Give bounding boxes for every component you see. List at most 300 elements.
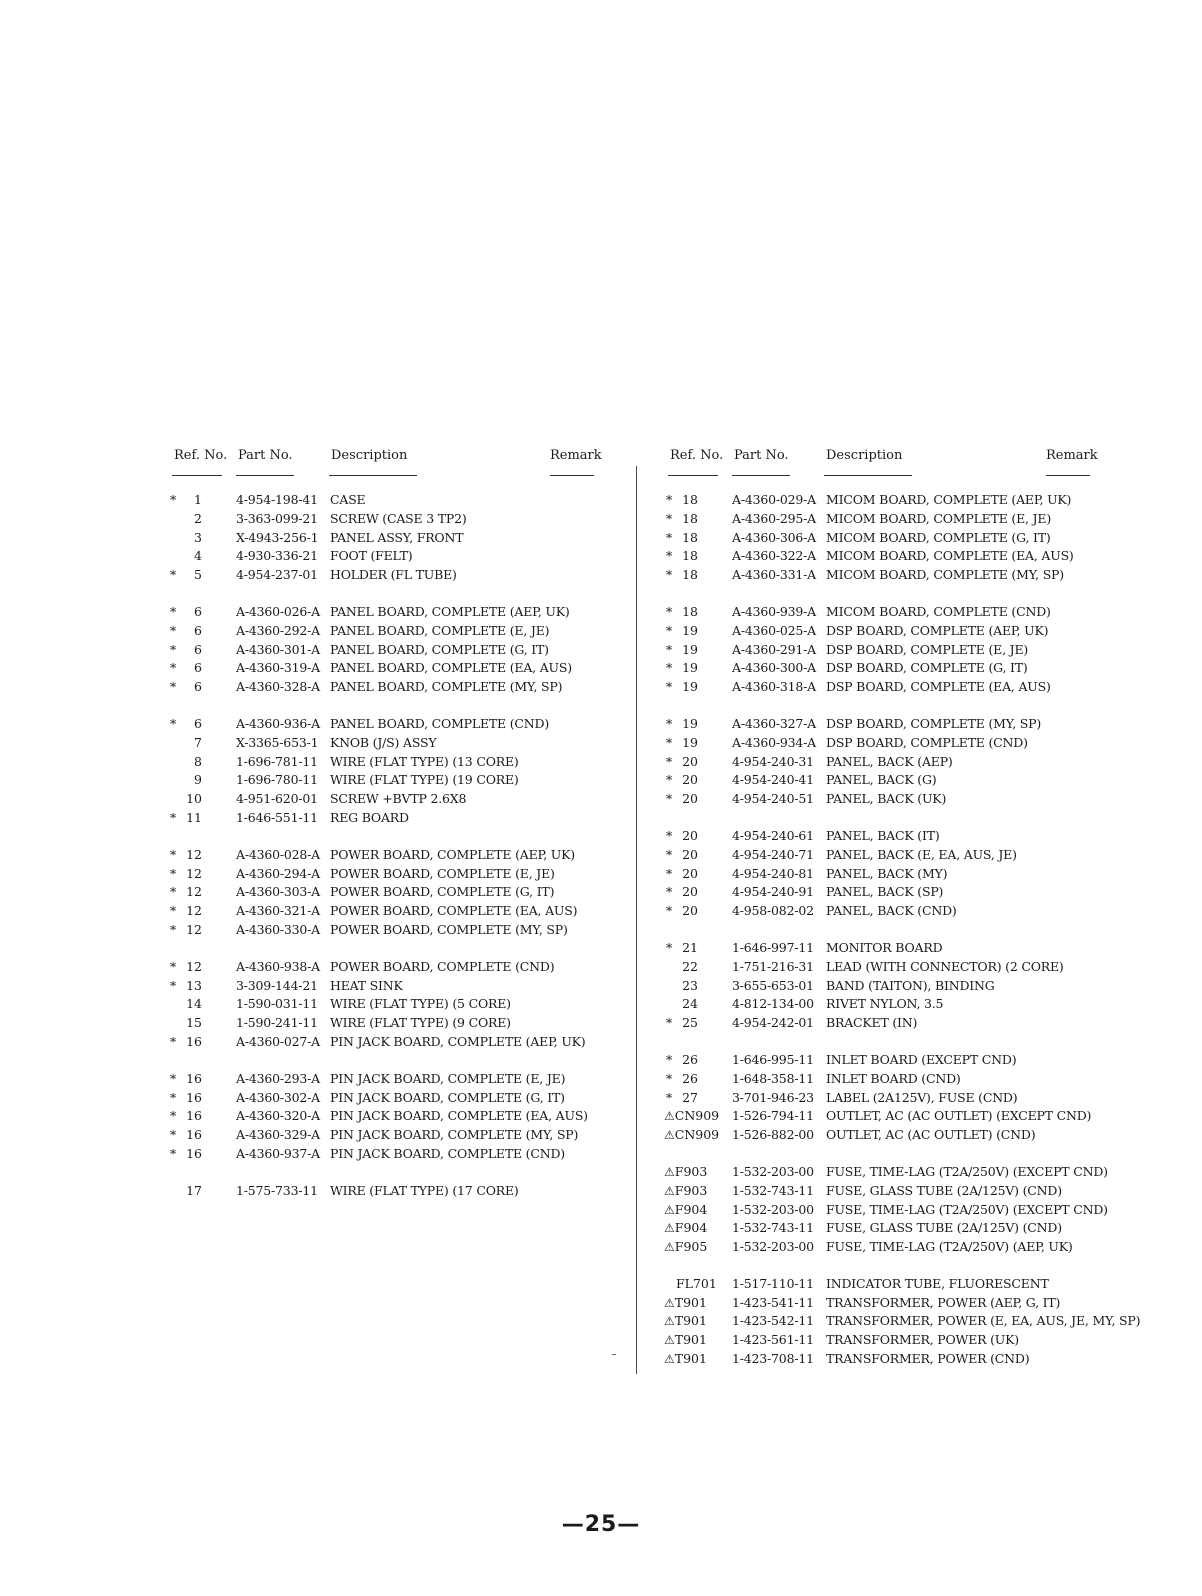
part-description: PIN JACK BOARD, COMPLETE (EA, AUS) xyxy=(330,1108,588,1124)
part-no: 1-423-541-11 xyxy=(732,1294,814,1310)
part-description: PANEL BOARD, COMPLETE (E, JE) xyxy=(330,622,550,638)
part-description: RIVET NYLON, 3.5 xyxy=(826,996,944,1012)
ref-no-cell xyxy=(664,1294,707,1312)
safety-warning-icon: ⚠ xyxy=(664,1183,675,1198)
ref-no: 23 xyxy=(682,977,698,993)
part-no: A-4360-295-A xyxy=(732,510,816,526)
ref-no-cell xyxy=(664,1219,707,1237)
parts-row xyxy=(666,566,1092,585)
part-no: A-4360-025-A xyxy=(732,622,816,638)
part-description: PANEL, BACK (SP) xyxy=(826,884,944,900)
part-description: LEAD (WITH CONNECTOR) (2 CORE) xyxy=(826,958,1064,974)
header-description: Description xyxy=(826,448,903,463)
new-part-marker: * xyxy=(666,660,673,676)
part-no: A-4360-319-A xyxy=(236,660,320,676)
part-description: POWER BOARD, COMPLETE (CND) xyxy=(330,958,555,974)
part-no: A-4360-291-A xyxy=(732,641,816,657)
part-no: 4-930-336-21 xyxy=(236,548,318,564)
part-no: A-4360-937-A xyxy=(236,1145,320,1161)
new-part-marker: * xyxy=(666,1070,673,1086)
part-no: 4-954-237-01 xyxy=(236,567,318,583)
parts-row xyxy=(666,1014,1092,1033)
parts-row xyxy=(170,622,596,641)
part-description: WIRE (FLAT TYPE) (9 CORE) xyxy=(330,1015,511,1031)
ref-no: 6 xyxy=(194,603,202,619)
part-description: MICOM BOARD, COMPLETE (E, JE) xyxy=(826,510,1051,526)
ref-no: 6 xyxy=(194,622,202,638)
print-mark xyxy=(612,1354,616,1355)
part-description: PANEL, BACK (MY) xyxy=(826,865,948,881)
parts-row xyxy=(170,883,596,902)
parts-row xyxy=(170,958,596,977)
part-description: REG BOARD xyxy=(330,809,409,825)
part-no: 4-812-134-00 xyxy=(732,996,814,1012)
parts-row xyxy=(666,678,1092,697)
part-no: A-4360-300-A xyxy=(732,660,816,676)
part-description: DSP BOARD, COMPLETE (E, JE) xyxy=(826,641,1029,657)
part-no: A-4360-934-A xyxy=(732,734,816,750)
parts-row xyxy=(170,510,596,529)
part-description: PIN JACK BOARD, COMPLETE (G, IT) xyxy=(330,1089,565,1105)
part-description: WIRE (FLAT TYPE) (19 CORE) xyxy=(330,772,519,788)
new-part-marker: * xyxy=(170,567,177,583)
part-description: POWER BOARD, COMPLETE (G, IT) xyxy=(330,884,555,900)
ref-no: 11 xyxy=(186,809,202,825)
page-number: —25— xyxy=(561,1512,641,1537)
parts-group xyxy=(666,715,1092,809)
new-part-marker: * xyxy=(170,1033,177,1049)
new-part-marker: * xyxy=(170,622,177,638)
part-description: HOLDER (FL TUBE) xyxy=(330,567,457,583)
part-no: 3-363-099-21 xyxy=(236,510,318,526)
part-no: 1-575-733-11 xyxy=(236,1182,318,1198)
header-ref-no: Ref. No. xyxy=(670,448,724,463)
ref-no: 16 xyxy=(186,1108,202,1124)
part-description: FUSE, GLASS TUBE (2A/125V) (CND) xyxy=(826,1220,1062,1236)
part-no: 1-648-358-11 xyxy=(732,1070,814,1086)
parts-row xyxy=(664,1163,1108,1182)
ref-no: 18 xyxy=(682,603,698,619)
parts-group xyxy=(666,491,1092,585)
part-no: A-4360-320-A xyxy=(236,1108,320,1124)
parts-list-left xyxy=(170,448,602,1201)
new-part-marker: * xyxy=(666,622,673,638)
new-part-marker: * xyxy=(666,865,673,881)
part-no: 1-646-995-11 xyxy=(732,1051,814,1067)
parts-row xyxy=(666,734,1092,753)
header-underline xyxy=(824,475,912,476)
ref-no: 6 xyxy=(194,641,202,657)
part-no: 1-423-708-11 xyxy=(732,1351,814,1367)
new-part-marker: * xyxy=(666,846,673,862)
part-no: 1-646-551-11 xyxy=(236,809,318,825)
parts-row xyxy=(170,641,596,660)
parts-group xyxy=(170,1070,596,1164)
parts-row xyxy=(666,939,1092,958)
new-part-marker: * xyxy=(170,603,177,619)
safety-warning-icon: ⚠ xyxy=(664,1221,675,1236)
ref-no: 19 xyxy=(682,679,698,695)
new-part-marker: * xyxy=(170,1127,177,1143)
ref-no-cell xyxy=(664,1350,707,1368)
parts-row xyxy=(666,827,1092,846)
part-no: 1-532-743-11 xyxy=(732,1182,814,1198)
new-part-marker: * xyxy=(666,753,673,769)
part-no: A-4360-293-A xyxy=(236,1070,320,1086)
ref-no: 8 xyxy=(194,753,202,769)
ref-no: FL701 xyxy=(676,1275,717,1291)
ref-no: 9 xyxy=(194,772,202,788)
part-no: 1-590-031-11 xyxy=(236,996,318,1012)
part-no: A-4360-301-A xyxy=(236,641,320,657)
part-no: 4-954-240-71 xyxy=(732,846,814,862)
parts-row xyxy=(666,529,1092,548)
ref-no-cell xyxy=(664,1126,719,1144)
part-description: PANEL, BACK (IT) xyxy=(826,827,940,843)
parts-row xyxy=(170,715,596,734)
safety-warning-icon: ⚠ xyxy=(664,1164,675,1179)
parts-row xyxy=(170,753,596,772)
parts-row xyxy=(666,846,1092,865)
new-part-marker: * xyxy=(666,903,673,919)
safety-warning-icon: ⚠ xyxy=(664,1333,675,1348)
parts-row xyxy=(170,659,596,678)
new-part-marker: * xyxy=(170,641,177,657)
parts-row xyxy=(170,809,596,828)
part-no: 4-954-240-91 xyxy=(732,884,814,900)
new-part-marker: * xyxy=(666,529,673,545)
new-part-marker: * xyxy=(666,884,673,900)
part-no: A-4360-026-A xyxy=(236,603,320,619)
ref-no: 20 xyxy=(682,884,698,900)
new-part-marker: * xyxy=(170,903,177,919)
ref-no: 12 xyxy=(186,903,202,919)
part-no: A-4360-321-A xyxy=(236,903,320,919)
parts-group xyxy=(666,1051,1092,1145)
ref-no: 10 xyxy=(186,791,202,807)
ref-no: T901 xyxy=(674,1294,707,1310)
new-part-marker: * xyxy=(666,679,673,695)
part-no: A-4360-029-A xyxy=(732,492,816,507)
new-part-marker: * xyxy=(666,827,673,843)
ref-no: F904 xyxy=(674,1220,708,1236)
parts-rows-left xyxy=(170,491,596,1201)
part-no: 1-423-542-11 xyxy=(732,1313,814,1329)
part-description: MICOM BOARD, COMPLETE (AEP, UK) xyxy=(826,492,1072,507)
safety-warning-icon: ⚠ xyxy=(664,1128,675,1143)
new-part-marker: * xyxy=(170,884,177,900)
part-no: 1-751-216-31 xyxy=(732,958,814,974)
parts-row xyxy=(666,1070,1092,1089)
part-description: DSP BOARD, COMPLETE (CND) xyxy=(826,734,1028,750)
ref-no-cell xyxy=(664,1182,707,1200)
ref-no: 17 xyxy=(186,1182,202,1198)
parts-row xyxy=(170,771,596,790)
part-no: A-4360-322-A xyxy=(732,548,816,564)
new-part-marker: * xyxy=(666,734,673,750)
ref-no: 12 xyxy=(186,921,202,937)
parts-group xyxy=(666,827,1092,921)
part-description: POWER BOARD, COMPLETE (E, JE) xyxy=(330,865,555,881)
part-description: FOOT (FELT) xyxy=(330,548,413,564)
ref-no: F903 xyxy=(674,1163,708,1179)
new-part-marker: * xyxy=(170,679,177,695)
ref-no: 12 xyxy=(186,865,202,881)
part-description: TRANSFORMER, POWER (UK) xyxy=(826,1332,1019,1348)
part-description: PIN JACK BOARD, COMPLETE (CND) xyxy=(330,1145,565,1161)
header-underline xyxy=(172,475,222,476)
part-description: POWER BOARD, COMPLETE (MY, SP) xyxy=(330,921,568,937)
parts-rows-right xyxy=(664,491,1141,1369)
header-underline xyxy=(236,475,294,476)
column-divider xyxy=(636,466,637,1374)
ref-no: 16 xyxy=(186,1127,202,1143)
part-no: A-4360-294-A xyxy=(236,865,320,881)
part-description: OUTLET, AC (AC OUTLET) (EXCEPT CND) xyxy=(826,1108,1092,1124)
ref-no: F905 xyxy=(674,1239,708,1255)
parts-row xyxy=(666,995,1092,1014)
parts-row xyxy=(170,734,596,753)
part-no: A-4360-028-A xyxy=(236,846,320,862)
part-description: KNOB (J/S) ASSY xyxy=(330,734,437,750)
new-part-marker: * xyxy=(666,641,673,657)
parts-group xyxy=(666,603,1092,697)
parts-row xyxy=(664,1312,1141,1331)
part-description: MICOM BOARD, COMPLETE (CND) xyxy=(826,603,1051,619)
ref-no: 20 xyxy=(682,791,698,807)
part-no: A-4360-938-A xyxy=(236,958,320,974)
new-part-marker: * xyxy=(170,921,177,937)
ref-no: 13 xyxy=(186,977,202,993)
part-no: 1-517-110-11 xyxy=(732,1275,814,1291)
ref-no: 2 xyxy=(194,510,202,526)
ref-no: 19 xyxy=(682,715,698,731)
new-part-marker: * xyxy=(666,1051,673,1067)
parts-row xyxy=(666,622,1092,641)
parts-row xyxy=(666,883,1092,902)
ref-no: 14 xyxy=(186,996,202,1012)
safety-warning-icon: ⚠ xyxy=(664,1295,675,1310)
parts-row xyxy=(666,865,1092,884)
ref-no: 19 xyxy=(682,660,698,676)
parts-row xyxy=(170,995,596,1014)
ref-no: T901 xyxy=(674,1332,707,1348)
part-description: PANEL BOARD, COMPLETE (MY, SP) xyxy=(330,679,563,695)
parts-row xyxy=(666,1182,1092,1201)
part-no: 1-532-203-00 xyxy=(732,1201,814,1217)
part-description: FUSE, GLASS TUBE (2A/125V) (CND) xyxy=(826,1182,1062,1198)
new-part-marker: * xyxy=(170,1070,177,1086)
new-part-marker: * xyxy=(170,492,177,507)
parts-row xyxy=(666,1107,1092,1126)
header-part-no: Part No. xyxy=(238,448,293,463)
ref-no: 1 xyxy=(194,492,202,507)
parts-row xyxy=(664,1201,1108,1220)
ref-no: 4 xyxy=(194,548,202,564)
parts-row xyxy=(666,753,1092,772)
ref-no-cell xyxy=(664,1238,707,1256)
safety-warning-icon: ⚠ xyxy=(664,1352,675,1367)
header-ref-no: Ref. No. xyxy=(174,448,228,463)
part-description: INLET BOARD (EXCEPT CND) xyxy=(826,1051,1017,1067)
parts-list-right xyxy=(664,448,1141,1369)
part-description: OUTLET, AC (AC OUTLET) (CND) xyxy=(826,1127,1036,1143)
ref-no-cell xyxy=(664,1312,707,1330)
part-no: 4-954-242-01 xyxy=(732,1015,814,1031)
new-part-marker: * xyxy=(170,865,177,881)
new-part-marker: * xyxy=(666,510,673,526)
part-no: A-4360-936-A xyxy=(236,715,320,731)
part-no: 3-701-946-23 xyxy=(732,1089,814,1105)
new-part-marker: * xyxy=(666,715,673,731)
ref-no: F903 xyxy=(674,1182,708,1198)
safety-warning-icon: ⚠ xyxy=(664,1240,675,1255)
new-part-marker: * xyxy=(666,1089,673,1105)
part-description: POWER BOARD, COMPLETE (EA, AUS) xyxy=(330,903,578,919)
parts-row xyxy=(666,715,1092,734)
part-description: INLET BOARD (CND) xyxy=(826,1070,961,1086)
ref-no-cell xyxy=(664,1331,707,1349)
ref-no: 5 xyxy=(194,567,202,583)
part-description: FUSE, TIME-LAG (T2A/250V) (AEP, UK) xyxy=(826,1239,1073,1255)
part-no: 1-526-882-00 xyxy=(732,1127,814,1143)
parts-row xyxy=(666,603,1092,622)
ref-no: 24 xyxy=(682,996,698,1012)
part-no: 4-951-620-01 xyxy=(236,791,318,807)
part-no: 4-954-240-31 xyxy=(732,753,814,769)
ref-no: 22 xyxy=(682,958,698,974)
parts-row xyxy=(666,771,1092,790)
part-description: PIN JACK BOARD, COMPLETE (MY, SP) xyxy=(330,1127,579,1143)
part-no: X-4943-256-1 xyxy=(236,529,319,545)
parts-row xyxy=(666,1126,1092,1145)
parts-row xyxy=(666,1089,1092,1108)
ref-no: T901 xyxy=(674,1313,707,1329)
ref-no: 26 xyxy=(682,1070,698,1086)
parts-row xyxy=(666,902,1092,921)
part-no: 1-532-743-11 xyxy=(732,1220,814,1236)
ref-no: 7 xyxy=(194,734,202,750)
ref-no: 18 xyxy=(682,510,698,526)
ref-no-cell xyxy=(664,1163,707,1181)
parts-row xyxy=(170,846,596,865)
part-no: 1-423-561-11 xyxy=(732,1332,814,1348)
part-description: TRANSFORMER, POWER (CND) xyxy=(826,1351,1030,1367)
parts-row xyxy=(170,529,596,548)
part-description: MONITOR BOARD xyxy=(826,939,943,955)
parts-group xyxy=(170,603,596,697)
parts-group xyxy=(170,491,596,585)
parts-group xyxy=(170,846,596,940)
new-part-marker: * xyxy=(666,567,673,583)
parts-row xyxy=(666,491,1092,510)
safety-warning-icon: ⚠ xyxy=(664,1202,675,1217)
header-underline xyxy=(550,475,594,476)
part-no: A-4360-331-A xyxy=(732,567,816,583)
parts-row xyxy=(666,1294,1092,1313)
part-no: A-4360-027-A xyxy=(236,1033,320,1049)
parts-row xyxy=(170,921,596,940)
new-part-marker: * xyxy=(170,1108,177,1124)
parts-row xyxy=(666,1219,1092,1238)
parts-row xyxy=(170,902,596,921)
ref-no: 20 xyxy=(682,903,698,919)
part-description: SCREW (CASE 3 TP2) xyxy=(330,510,467,526)
ref-no: 6 xyxy=(194,679,202,695)
header-underline xyxy=(668,475,718,476)
ref-no: 18 xyxy=(682,567,698,583)
header-remark: Remark xyxy=(550,448,602,463)
part-description: DSP BOARD, COMPLETE (EA, AUS) xyxy=(826,679,1051,695)
header-description: Description xyxy=(331,448,408,463)
part-no: X-3365-653-1 xyxy=(236,734,319,750)
part-no: A-4360-329-A xyxy=(236,1127,320,1143)
ref-no: 20 xyxy=(682,827,698,843)
ref-no: 6 xyxy=(194,660,202,676)
ref-no: 20 xyxy=(682,772,698,788)
ref-no: 12 xyxy=(186,846,202,862)
part-description: LABEL (2A125V), FUSE (CND) xyxy=(826,1089,1018,1105)
part-description: DSP BOARD, COMPLETE (AEP, UK) xyxy=(826,622,1049,638)
part-description: PANEL, BACK (CND) xyxy=(826,903,957,919)
ref-no: 21 xyxy=(682,939,698,955)
part-description: FUSE, TIME-LAG (T2A/250V) (EXCEPT CND) xyxy=(826,1163,1108,1179)
ref-no: 19 xyxy=(682,734,698,750)
part-no: 4-954-198-41 xyxy=(236,492,318,507)
parts-group xyxy=(170,715,596,828)
part-no: A-4360-330-A xyxy=(236,921,320,937)
part-no: 1-696-780-11 xyxy=(236,772,318,788)
part-description: SCREW +BVTP 2.6X8 xyxy=(330,791,467,807)
part-description: PANEL, BACK (UK) xyxy=(826,791,947,807)
part-no: 1-696-781-11 xyxy=(236,753,318,769)
new-part-marker: * xyxy=(170,958,177,974)
ref-no: CN909 xyxy=(674,1127,720,1143)
parts-row xyxy=(170,1126,596,1145)
ref-no: 25 xyxy=(682,1015,698,1031)
column-headers-left xyxy=(170,448,602,478)
parts-row xyxy=(170,790,596,809)
part-description: POWER BOARD, COMPLETE (AEP, UK) xyxy=(330,846,575,862)
ref-no: 12 xyxy=(186,884,202,900)
parts-row xyxy=(666,958,1092,977)
new-part-marker: * xyxy=(666,772,673,788)
ref-no: 16 xyxy=(186,1070,202,1086)
ref-no: T901 xyxy=(674,1351,707,1367)
ref-no-cell xyxy=(664,1201,707,1219)
new-part-marker: * xyxy=(170,715,177,731)
part-no: 3-309-144-21 xyxy=(236,977,318,993)
part-description: PIN JACK BOARD, COMPLETE (E, JE) xyxy=(330,1070,566,1086)
part-description: FUSE, TIME-LAG (T2A/250V) (EXCEPT CND) xyxy=(826,1201,1108,1217)
parts-row xyxy=(170,1107,596,1126)
parts-row xyxy=(170,547,596,566)
header-part-no: Part No. xyxy=(734,448,789,463)
part-no: 1-526-794-11 xyxy=(732,1108,814,1124)
part-no: A-4360-318-A xyxy=(732,679,816,695)
parts-row xyxy=(666,977,1092,996)
header-remark: Remark xyxy=(1046,448,1098,463)
new-part-marker: * xyxy=(666,1015,673,1031)
part-description: PANEL, BACK (G) xyxy=(826,772,937,788)
parts-row xyxy=(666,659,1092,678)
ref-no: 19 xyxy=(682,641,698,657)
part-no: A-4360-306-A xyxy=(732,529,816,545)
parts-row xyxy=(170,1070,596,1089)
part-description: PANEL, BACK (E, EA, AUS, JE) xyxy=(826,846,1017,862)
part-description: PANEL ASSY, FRONT xyxy=(330,529,464,545)
part-no: 4-954-240-51 xyxy=(732,791,814,807)
